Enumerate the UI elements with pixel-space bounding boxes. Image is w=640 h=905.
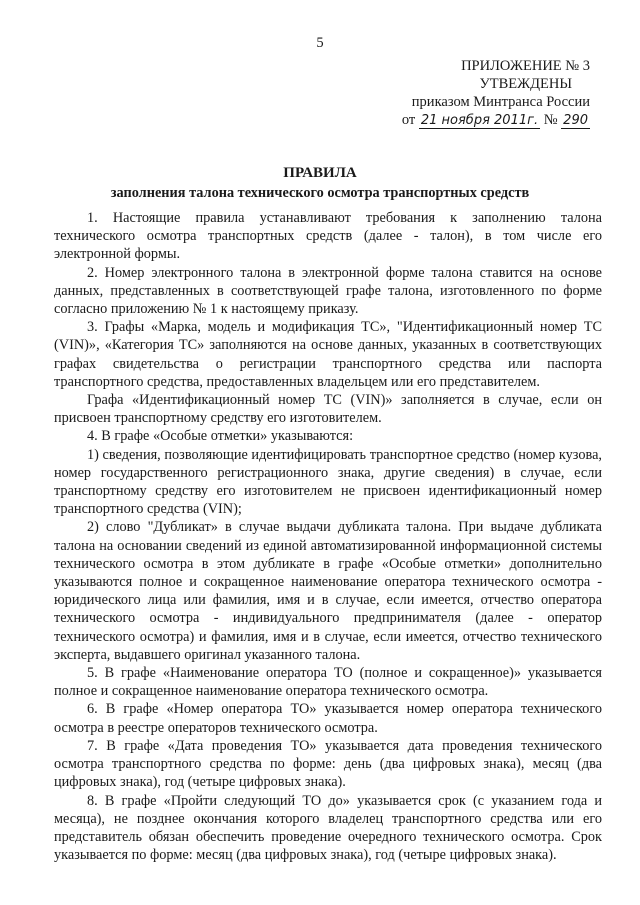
paragraph: 6. В графе «Номер оператора ТО» указывается номер оператора технического осмотра в реестре операторов технического осмотра. (54, 701, 602, 736)
handwritten-number: 290 (563, 113, 588, 128)
paragraph: 5. В графе «Наименование оператора ТО (полное и сокращенное)» указывается полное и сокращенное наименование оператора технического осмотра. (54, 665, 602, 700)
appendix-title: ПРИЛОЖЕНИЕ № 3 (461, 58, 590, 74)
appendix-approved: УТВЕЖДЕНЫ (479, 76, 572, 92)
paragraph: 4. В графе «Особые отметки» указываются: (87, 428, 354, 445)
paragraph: Графа «Идентификационный номер ТС (VIN)» заполняется в случае, если он присвоен транспортному средству его изготовителем. (54, 392, 602, 427)
document-subtitle: заполнения талона технического осмотра транспортных средств (110, 185, 530, 201)
handwritten-date: 21 ноября 2011г. (420, 113, 539, 128)
document-body (54, 209, 602, 864)
appendix-date-line (402, 111, 590, 129)
document-title: ПРАВИЛА (283, 165, 357, 181)
paragraph: 1) сведения, позволяющие идентифицировать транспортное средство (номер кузова, номер государственного регистрационного знака, другие сведения) в случае, если транспортному средству его изготовителем не присвоен идентификационный номер транспортного средства (VIN); (54, 446, 602, 518)
paragraph: 2) слово "Дубликат» в случае выдачи дубликата талона. При выдаче дубликата талона на основании сведений из единой автоматизированной информационной системы технического осмотра в этом дубликате в графе «Особые отметки» дополнительно указываются полное и сокращенное наименование оператора технического осмотра - юридического лица или фамилия, имя и в случае, если имеется, отчество оператора технического осмотра - индивидуального предпринимателя (далее - оператор технического осмотра) и фамилия, имя и в случае, если имеется, отчество технического эксперта, выдавшего оригинал указанного талона. (54, 519, 602, 663)
paragraph: 2. Номер электронного талона в электронной форме талона ставится на основе данных, представленных в соответствующей графе талона, изготовленного по форме согласно приложению № 1 к настоящему приказу. (54, 264, 602, 318)
number-prefix: № (543, 112, 558, 128)
appendix-header (402, 57, 590, 129)
paragraph: 7. В графе «Дата проведения ТО» указывается дата проведения технического осмотра транспортного средства по форме: день (два цифровых знака), месяц (два цифровых знака), год (четыре цифровых знака). (54, 737, 602, 791)
date-prefix: от (401, 112, 416, 128)
page-number: 5 (316, 35, 324, 51)
appendix-order: приказом Минтранса России (411, 94, 590, 110)
paragraph: 3. Графы «Марка, модель и модификация ТС», "Идентификационный номер ТС (VIN)», «Категория ТС» заполняются на основе данных, указанных в соответствующих графах свидетельства о регистрации транспортного средства или паспорта транспортного средства, предоставленных владельцем или его представителем. (54, 319, 602, 390)
paragraph: 1. Настоящие правила устанавливают требования к заполнению талона технического осмотра транспортных средств (далее - талон), в том числе его электронной формы. (54, 210, 602, 263)
paragraph: 8. В графе «Пройти следующий ТО до» указывается срок (с указанием года и месяца), не позднее окончания которого владелец транспортного средства или его представитель обязан обеспечить проведение очередного технического осмотра. Срок указывается по форме: месяц (два цифровых знака), год (четыре цифровых знака). (54, 792, 602, 864)
